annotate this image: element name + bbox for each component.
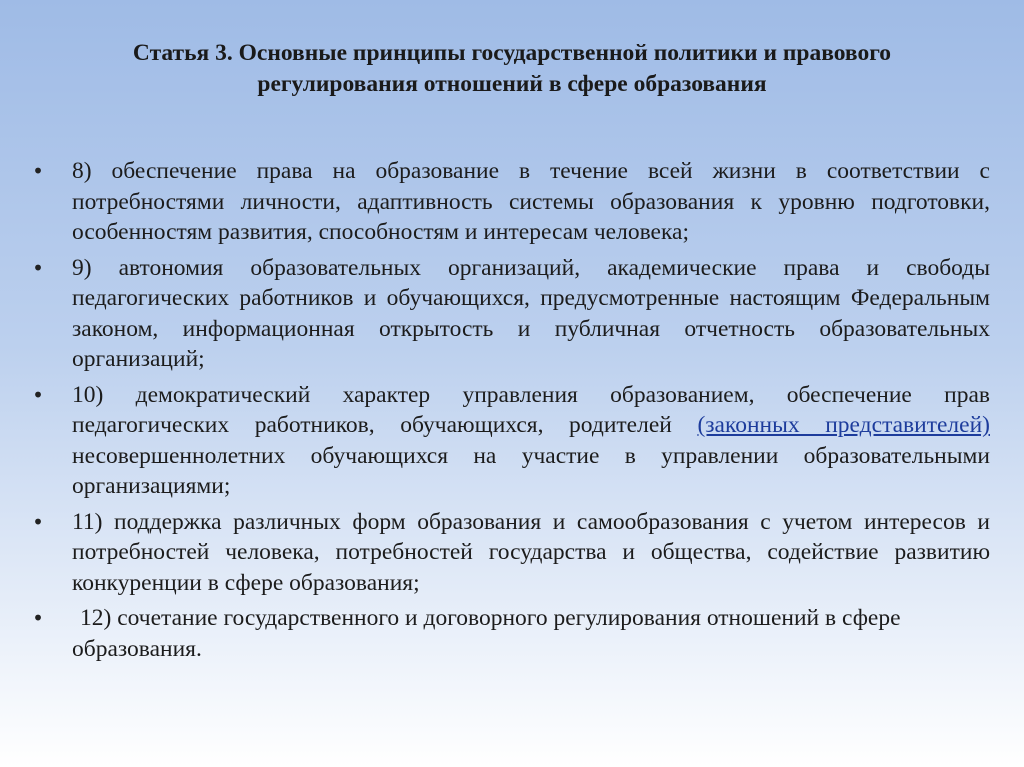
bullet-icon: • <box>32 606 44 630</box>
title-line-2: регулирования отношений в сфере образования <box>257 71 767 97</box>
bullet-icon: • <box>32 382 44 407</box>
bullet-icon: • <box>32 255 44 280</box>
list-item-9 <box>28 253 990 375</box>
legal-representatives-link[interactable]: (законных представителей) <box>697 412 990 438</box>
bullet-icon: • <box>32 159 44 183</box>
list-item-10 <box>28 380 990 502</box>
bullet-icon: • <box>32 509 44 534</box>
title-line-1: Статья 3. Основные принципы государственной политики и правового <box>132 40 892 66</box>
list-item-text: 11) поддержка различных форм образования и самообразования с учетом интересов и потребностей человека, потребностей государства и общества, содействие развитию конкуренции в сфере образования; <box>72 508 990 596</box>
list-item-8 <box>28 156 990 248</box>
page-title <box>40 38 984 100</box>
list-item-text: 8) обеспечение права на образование в течение всей жизни в соответствии с потребностями личности, адаптивность системы образования к уровню подготовки, особенностям развития, способностям и интересам человека; <box>72 158 990 245</box>
list-item-text: 9) автономия образовательных организаций, академические права и свободы педагогических работников и обучающихся, предусмотренные настоящим Федеральным законом, информационная открытость и публичная отчетность образовательных организаций; <box>72 254 990 372</box>
list-item-text-after-link: несовершеннолетних обучающихся на участие в управлении образовательными организациями; <box>72 442 990 499</box>
list-item-text-before-link: 10) демократический характер управления образованием, обеспечение прав педагогических работников, обучающихся, родителей <box>72 381 990 438</box>
principles-list <box>28 156 990 669</box>
list-item-11 <box>28 507 990 599</box>
list-item-text: 12) сочетание государственного и договорного регулирования отношений в сфере образования. <box>72 605 901 662</box>
list-item-12 <box>28 603 990 664</box>
